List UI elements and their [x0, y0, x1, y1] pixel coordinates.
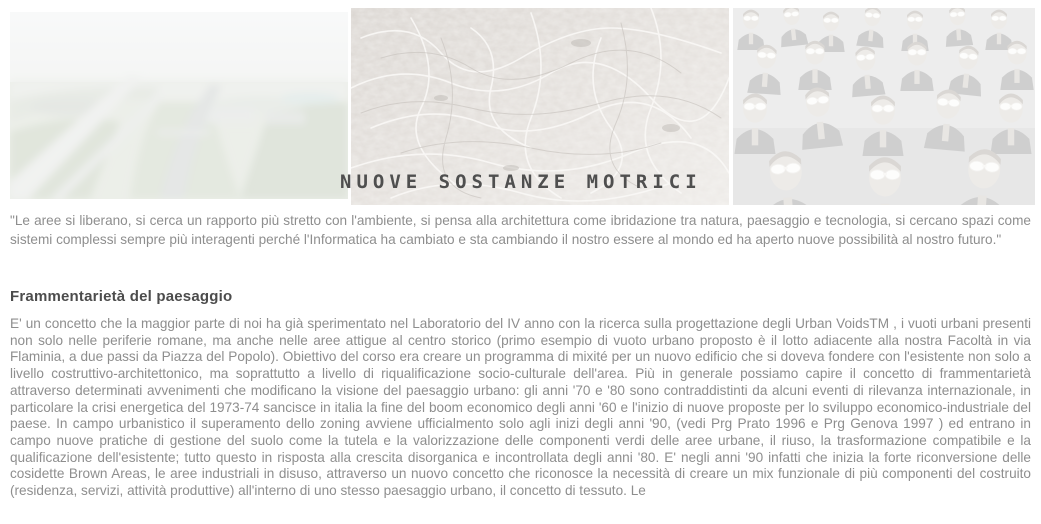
- section-body-text: E' un concetto che la maggior parte di noi ha già sperimentato nel Laboratorio del IV anno con la ricerca sulla progettazione degli Urban VoidsTM , i vuoti urbani presenti non solo nelle periferie romane, ma anche nelle aree attigue al centro storico (primo esempio di vuoto urbano proposto è il lotto adiacente alla nostra Facoltà in via Flaminia, a due passi da Piazza del Popolo). Obiettivo del corso era creare un programma di mixité per un nuovo edificio che si doveva fondere con l'esistente non solo a livello costruttivo-architettonico, ma soprattutto a livello di riqualificazione socio-culturale dell'area. Più in generale possiamo capire il concetto di frammentarietà attraverso determinati avvenimenti che modificano la visione del paesaggio urbano: gli anni '70 e '80 sono contraddistinti da alcuni eventi di rilevanza internazionale, in particolare la crisi energetica del 1973-74 sancisce in italia la fine del boom economico degli anni '60 e l'inizio di nuove proposte per lo sviluppo economico-industriale del paese. In campo urbanistico il superamento dello zoning avviene ufficialmento solo agli inizi degli anni '90, (vedi Prg Prato 1996 e Prg Genova 1997 ) ed entrano in campo nuove pratiche di gestione del suolo come la tutela e la valorizzazione delle componenti verdi delle aree urbane, il riuso, la trasformazione compatibile e la qualificazione dell'esistente; tutto questo in risposta alla crescita disorganica e incontrollata degli anni '80. E' negli anni '90 infatti che inizia la forte riconversione delle cosidette Brown Areas, le aree industriali in disuso, attraverso un nuovo concetto che riconosce la necessità di creare un mix funzionale di più componenti del costruito (residenza, servizi, attività produttive) all'interno di uno stesso paesaggio urbano, il concetto di tessuto. Le: [10, 316, 1031, 499]
- collage-title: NUOVE SOSTANZE MOTRICI: [340, 171, 702, 193]
- section-heading: Frammentarietà del paesaggio: [10, 288, 233, 305]
- intro-quote: "Le aree si liberano, si cerca un rapporto più stretto con l'ambiente, si pensa alla architettura come ibridazione tra natura, paesaggio e tecnologia, si cercano spazi come sistemi complessi sempre più interagenti perché l'Informatica ha cambiato e sta cambiando il nostro essere al mondo ed ha aperto nuove possibilità al nostro futuro.": [10, 213, 1031, 247]
- aerial-landscape-photo: [10, 12, 348, 199]
- audience-3d-glasses-photo: [733, 8, 1035, 205]
- header-collage: [0, 0, 1041, 208]
